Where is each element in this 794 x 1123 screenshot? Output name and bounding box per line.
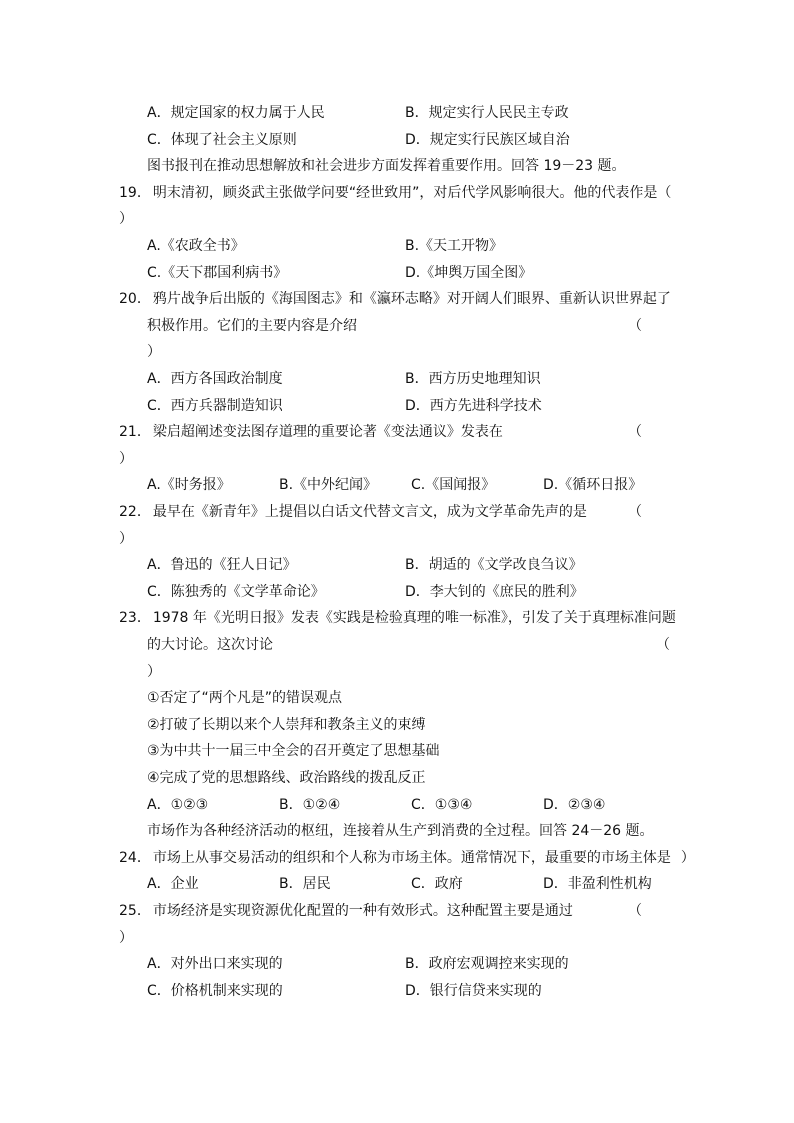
answer-bracket: ） — [119, 530, 133, 547]
answer-option: D．西方先进科学技术 — [405, 397, 542, 414]
text-line — [119, 688, 642, 708]
options-line — [119, 475, 642, 495]
options-line — [119, 263, 642, 283]
answer-option: C.《国闻报》 — [411, 477, 496, 494]
answer-bracket: （ — [628, 504, 642, 520]
text-line — [119, 342, 642, 362]
question-number: 25． — [119, 903, 151, 919]
answer-option: B.《天工开物》 — [405, 238, 504, 254]
options-line — [119, 795, 642, 815]
answer-bracket: ） — [147, 344, 161, 361]
answer-option: B．规定实行人民民主专政 — [405, 105, 569, 121]
answer-option: A.《时务报》 — [147, 477, 231, 494]
answer-option: D.《坤舆万国全图》 — [405, 264, 533, 281]
question-line — [119, 289, 671, 309]
question-line — [119, 183, 671, 203]
question-text: ②打破了长期以来个人崇拜和教条主义的束缚 — [147, 716, 426, 733]
question-number: 24． — [119, 849, 151, 866]
question-number: 20． — [119, 291, 151, 308]
answer-bracket: （ — [656, 637, 670, 653]
answer-option: A．鲁迅的《狂人日记》 — [147, 557, 297, 574]
answer-option: D．非盈利性机构 — [543, 876, 652, 893]
text-line — [119, 316, 642, 336]
text-line — [119, 209, 642, 229]
question-line — [119, 502, 642, 522]
question-text: 积极作用。它们的主要内容是介绍 — [147, 317, 357, 334]
answer-option: C．政府 — [411, 876, 463, 893]
answer-option: C．①③④ — [411, 796, 473, 813]
answer-option: A．企业 — [147, 876, 199, 893]
text-line — [119, 635, 670, 655]
answer-bracket: ） — [119, 211, 133, 228]
options-line — [119, 981, 642, 1001]
answer-option: D．②③④ — [543, 796, 606, 813]
question-number: 19． — [119, 184, 151, 201]
answer-option: D．规定实行民族区域自治 — [405, 131, 570, 148]
question-text: 梁启超阐述变法图存道理的重要论著《变法通议》发表在 — [152, 424, 503, 441]
question-text: 1978 年《光明日报》发表《实践是检验真理的唯一标准》，引发了关于真理标准问题 — [152, 610, 676, 627]
question-number: 21． — [119, 424, 151, 441]
section-intro: 图书报刊在推动思想解放和社会进步方面发挥着重要作用。回答 19－23 题。 — [147, 158, 626, 175]
answer-option: D．李大钊的《庶民的胜利》 — [405, 583, 584, 600]
options-line — [119, 874, 652, 894]
answer-option: B．居民 — [279, 876, 331, 893]
options-line — [119, 369, 642, 389]
answer-option: B．①②④ — [279, 796, 341, 813]
answer-option: C.《天下郡国利病书》 — [147, 264, 288, 281]
text-line — [119, 715, 642, 735]
question-text: ①否定了“两个凡是”的错误观点 — [147, 690, 343, 707]
question-line — [119, 848, 695, 868]
text-line — [119, 768, 642, 788]
question-text: 最早在《新青年》上提倡以白话文代替文言文，成为文学革命先声的是 — [152, 504, 587, 520]
text-line — [119, 156, 642, 176]
text-line — [119, 449, 642, 469]
options-line — [119, 954, 642, 974]
options-line — [119, 236, 642, 256]
question-text: 明末清初，顾炎武主张做学问要“经世致用”，对后代学风影响很大。他的代表作是（ — [152, 184, 672, 201]
answer-option: A．①②③ — [147, 796, 209, 813]
answer-option: B．政府宏观调控来实现的 — [405, 956, 569, 973]
answer-bracket: （ — [628, 317, 642, 334]
answer-option: B.《中外纪闻》 — [279, 477, 378, 494]
text-line — [119, 529, 642, 549]
answer-option: A．规定国家的权力属于人民 — [147, 105, 325, 121]
answer-bracket: ） — [119, 929, 133, 946]
answer-bracket: （ — [628, 903, 642, 919]
text-line — [119, 741, 642, 761]
question-text: 市场上从事交易活动的组织和个人称为市场主体。通常情况下，最重要的市场主体是 — [152, 849, 671, 866]
question-text: ③为中共十一届三中全会的召开奠定了思想基础 — [147, 743, 440, 760]
answer-bracket: ） — [680, 849, 695, 866]
question-text: 的大讨论。这次讨论 — [147, 637, 273, 653]
text-line — [119, 821, 654, 841]
answer-option: A.《农政全书》 — [147, 238, 245, 254]
question-line — [119, 422, 642, 442]
text-line — [119, 662, 642, 682]
answer-bracket: （ — [628, 424, 642, 441]
answer-option: D.《循环日报》 — [543, 477, 643, 494]
question-number: 22． — [119, 504, 151, 520]
options-line — [119, 130, 642, 150]
answer-bracket: ） — [119, 450, 133, 467]
options-line — [119, 555, 642, 575]
options-line — [119, 396, 642, 416]
answer-option: A．西方各国政治制度 — [147, 371, 283, 387]
answer-option: B．胡适的《文学改良刍议》 — [405, 557, 583, 574]
question-text: ④完成了党的思想路线、政治路线的拨乱反正 — [147, 770, 426, 786]
question-text: 市场经济是实现资源优化配置的一种有效形式。这种配置主要是通过 — [152, 903, 573, 919]
options-line — [119, 582, 642, 602]
answer-option: C．体现了社会主义原则 — [147, 131, 297, 148]
answer-option: C．陈独秀的《文学革命论》 — [147, 583, 325, 600]
question-line — [119, 608, 676, 628]
section-intro: 市场作为各种经济活动的枢纽，连接着从生产到消费的全过程。回答 24－26 题。 — [147, 823, 654, 840]
text-line — [119, 928, 642, 948]
question-line — [119, 901, 642, 921]
answer-option: B．西方历史地理知识 — [405, 371, 541, 387]
answer-bracket: ） — [147, 663, 161, 680]
answer-option: C．价格机制来实现的 — [147, 982, 283, 999]
question-text: 鸦片战争后出版的《海国图志》和《瀛环志略》对开阔人们眼界、重新认识世界起了 — [152, 291, 671, 308]
answer-option: C．西方兵器制造知识 — [147, 397, 283, 414]
answer-option: D．银行信贷来实现的 — [405, 982, 542, 999]
answer-option: A．对外出口来实现的 — [147, 956, 283, 973]
options-line — [119, 103, 642, 123]
question-number: 23． — [119, 610, 151, 627]
